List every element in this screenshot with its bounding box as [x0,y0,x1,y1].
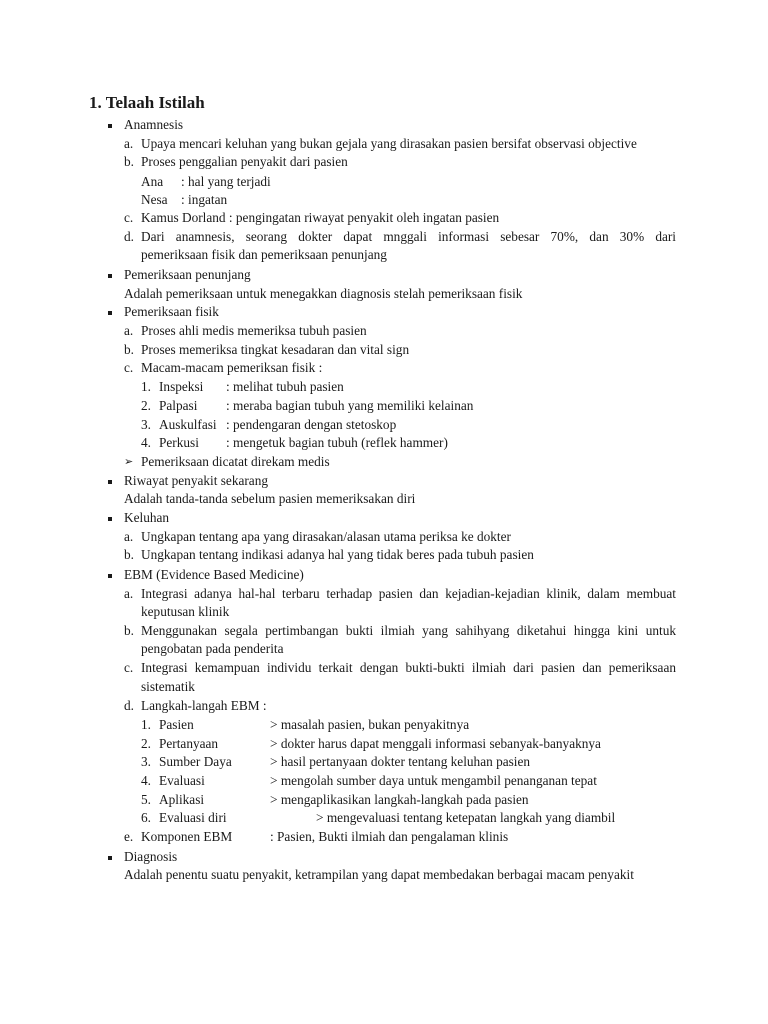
term-heading-ebm: EBM (Evidence Based Medicine) [124,567,304,582]
ebm-step-definition: > mengevaluasi tentang ketepatan langkah yang diambil [316,810,616,825]
list-marker: e. [124,829,134,844]
list-item-continuation: sistematik [141,679,195,694]
section-title: 1. Telaah Istilah [89,93,205,112]
ebm-step-term: Sumber Daya [159,754,232,769]
list-item: Menggunakan segala pertimbangan bukti ilmiah yang sahihyang diketahui hingga kini untuk [141,623,676,638]
ebm-step-definition: > mengaplikasikan langkah-langkah pada pasien [270,792,529,807]
list-item: Upaya mencari keluhan yang bukan gejala yang dirasakan pasien bersifat observasi objective [141,136,637,151]
exam-definition: : mengetuk bagian tubuh (reflek hammer) [226,435,448,450]
list-marker: d. [124,229,134,244]
exam-term: Palpasi [159,398,198,413]
square-bullet-icon [108,124,112,128]
term-heading-diagnosis: Diagnosis [124,849,178,864]
exam-definition: : melihat tubuh pasien [226,379,344,394]
list-item: Proses memeriksa tingkat kesadaran dan vital sign [141,342,410,357]
numbered-marker: 5. [141,792,151,807]
numbered-marker: 6. [141,810,151,825]
ebm-step-term: Evaluasi diri [159,810,227,825]
numbered-marker: 3. [141,417,151,432]
list-marker: b. [124,547,134,562]
definition-text: : ingatan [181,192,228,207]
ebm-step-term: Evaluasi [159,773,205,788]
list-item-continuation: keputusan klinik [141,604,230,619]
component-definition: : Pasien, Bukti ilmiah dan pengalaman klinis [270,829,509,844]
list-marker: a. [124,586,134,601]
exam-term: Perkusi [159,435,199,450]
definition-term: Nesa [141,192,168,207]
exam-definition: : meraba bagian tubuh yang memiliki kelainan [226,398,474,413]
definition-paragraph: Adalah tanda-tanda sebelum pasien memeriksakan diri [124,491,416,506]
term-heading-anamnesis: Anamnesis [124,117,184,132]
ebm-step-term: Pertanyaan [159,736,219,751]
ebm-step-definition: > mengolah sumber daya untuk mengambil penanganan tepat [270,773,597,788]
numbered-marker: 2. [141,398,151,413]
ebm-step-definition: > masalah pasien, bukan penyakitnya [270,717,470,732]
list-item: Langkah-langah EBM : [141,698,267,713]
list-marker: c. [124,360,134,375]
square-bullet-icon [108,517,112,521]
ebm-step-term: Pasien [159,717,194,732]
exam-definition: : pendengaran dengan stetoskop [226,417,397,432]
square-bullet-icon [108,311,112,315]
ebm-step-definition: > dokter harus dapat menggali informasi sebanyak-banyaknya [270,736,601,751]
list-marker: b. [124,154,134,169]
list-item: Integrasi kemampuan individu terkait dengan bukti-bukti ilmiah dari pasien dan pemeriksaan [141,660,676,675]
list-item: Macam-macam pemeriksan fisik : [141,360,323,375]
square-bullet-icon [108,856,112,860]
square-bullet-icon [108,574,112,578]
list-item-continuation: pemeriksaan fisik dan pemeriksaan penunjang [141,247,387,262]
numbered-marker: 3. [141,754,151,769]
ebm-step-term: Aplikasi [159,792,205,807]
list-item: Proses penggalian penyakit dari pasien [141,154,348,169]
ebm-step-definition: > hasil pertanyaan dokter tentang keluhan pasien [270,754,531,769]
list-marker: a. [124,323,134,338]
term-heading-keluhan: Keluhan [124,510,170,525]
list-item: Kamus Dorland : pengingatan riwayat penyakit oleh ingatan pasien [141,210,500,225]
list-marker: b. [124,623,134,638]
list-marker: c. [124,210,134,225]
numbered-marker: 1. [141,379,151,394]
definition-paragraph: Adalah pemeriksaan untuk menegakkan diagnosis stelah pemeriksaan fisik [124,286,523,301]
term-heading-penunjang: Pemeriksaan penunjang [124,267,251,282]
numbered-marker: 1. [141,717,151,732]
definition-term: Ana [141,174,164,189]
term-heading-riwayat: Riwayat penyakit sekarang [124,473,268,488]
list-item: Proses ahli medis memeriksa tubuh pasien [141,323,367,338]
term-heading-fisik: Pemeriksaan fisik [124,304,219,319]
arrowhead-bullet-icon: ➢ [124,456,134,468]
list-marker: c. [124,660,134,675]
numbered-marker: 4. [141,435,151,450]
numbered-marker: 4. [141,773,151,788]
list-marker: a. [124,136,134,151]
list-marker: d. [124,698,134,713]
note-text: Pemeriksaan dicatat direkam medis [141,454,330,469]
numbered-marker: 2. [141,736,151,751]
list-item: Ungkapan tentang indikasi adanya hal yang tidak beres pada tubuh pasien [141,547,534,562]
component-term: Komponen EBM [141,829,233,844]
list-item: Ungkapan tentang apa yang dirasakan/alasan utama periksa ke dokter [141,529,511,544]
list-item-continuation: pengobatan pada penderita [141,641,284,656]
list-marker: b. [124,342,134,357]
list-item: Integrasi adanya hal-hal terbaru terhadap pasien dan kejadian-kejadian klinik, dalam membuat [141,586,676,601]
definition-paragraph: Adalah penentu suatu penyakit, ketrampilan yang dapat membedakan berbagai macam penyakit [124,867,634,882]
exam-term: Inspeksi [159,379,204,394]
square-bullet-icon [108,274,112,278]
list-marker: a. [124,529,134,544]
list-item: Dari anamnesis, seorang dokter dapat mnggali informasi sebesar 70%, dan 30% dari [141,229,676,244]
exam-term: Auskulfasi [159,417,217,432]
definition-text: : hal yang terjadi [181,174,271,189]
square-bullet-icon [108,480,112,484]
